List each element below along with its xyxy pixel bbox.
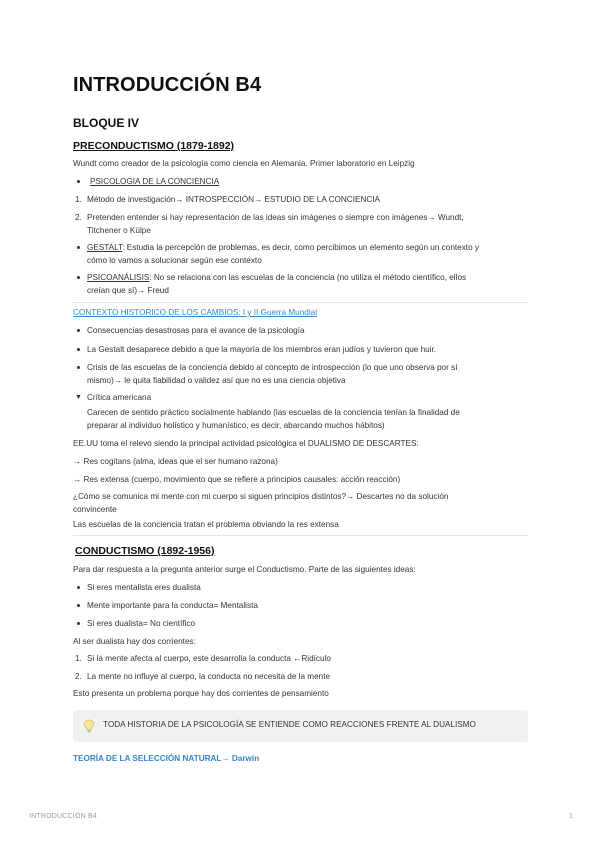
bullet-icon — [77, 366, 80, 369]
paragraph: Las escuelas de la conciencia tratan el problema obviando la res extensa — [73, 520, 339, 529]
list-item-text: : No se relaciona con las escuelas de la conciencia (no utiliza el método científico, ellos — [149, 273, 467, 282]
toggle-content — [73, 406, 528, 432]
bullet-icon — [77, 329, 80, 332]
toggle-text-line: preparar al individuo holístico y humanístico, es decir, abarcando muchos hábitos) — [87, 421, 385, 430]
footer-page-number: 1 — [569, 813, 573, 820]
list-item-text: La mente no influye al cuerpo, la conducta no necesita de la mente — [87, 672, 331, 681]
bullet-icon — [77, 180, 80, 183]
paragraph: Esto presenta un problema porque hay dos corrientes de pensamiento — [73, 689, 329, 698]
list-item — [73, 175, 528, 188]
list-item-text-line: Pretenden entender si hay representación de las ideas sin imágenes o siempre con imágenes→ Wundt, — [87, 213, 464, 222]
section-heading: BLOQUE IV — [73, 116, 140, 130]
bullet-icon — [77, 348, 80, 351]
teoria-heading: TEORÍA DE LA SELECCIÓN NATURAL→ Darwin — [73, 754, 260, 763]
list-item — [73, 271, 528, 297]
list-item-text: : Estudia la percepción de problemas, es decir, como percibimos un elemento según un contexto y — [122, 243, 479, 252]
paragraph: → Res extensa (cuerpo, movimiento que se refiere a principios causales: acción reacción) — [73, 475, 401, 484]
list-item-text-line: cómo lo vamos a solucionar según ese contexto — [87, 256, 262, 265]
list-item-text-line: Crisis de las escuelas de la conciencia debido al concepto de introspección (lo que uno observa por sí — [87, 363, 458, 372]
list-item — [73, 617, 528, 630]
list-number: 2. — [75, 672, 82, 681]
list-item — [73, 241, 528, 267]
conductismo-heading: CONDUCTISMO (1892-1956) — [75, 545, 215, 557]
list-number: 1. — [75, 195, 82, 204]
list-item — [73, 652, 528, 665]
conductismo-intro: Para dar respuesta a la pregunta anterior surge el Conductismo. Parte de las siguientes ideas: — [73, 565, 416, 574]
list-item — [73, 211, 528, 237]
gestalt-label: GESTALT — [87, 243, 123, 252]
bullet-icon — [77, 604, 80, 607]
callout-text: TODA HISTORIA DE LA PSICOLOGÍA SE ENTIENDE COMO REACCIONES FRENTE AL DUALISMO — [103, 720, 476, 729]
contexto-link[interactable]: CONTEXTO HISTORICO DE LOS CAMBIOS: I y II Guerra Mundial — [73, 308, 318, 317]
preconductismo-intro: Wundt como creador de la psicología como ciencia en Alemania. Primer laboratorio en Leipzig — [73, 159, 415, 168]
list-item — [73, 324, 528, 337]
list-number: 1. — [75, 654, 82, 663]
bullet-icon — [77, 586, 80, 589]
preconductismo-heading: PRECONDUCTISMO (1879-1892) — [73, 140, 235, 152]
list-item — [73, 193, 528, 206]
paragraph-line: convincente — [73, 505, 117, 514]
divider — [73, 535, 528, 536]
list-item-text: Consecuencias desastrosas para el avance de la psicología — [87, 326, 305, 335]
toggle-block[interactable] — [73, 391, 528, 404]
list-item-text-line: creían que sí)→ Freud — [87, 286, 169, 295]
lightbulb-icon — [83, 719, 95, 733]
bullet-icon — [77, 276, 80, 279]
list-item — [73, 361, 528, 387]
divider — [73, 302, 528, 303]
list-item-text: PSICOLOGIA DE LA CONCIENCIA — [90, 177, 220, 186]
list-number: 2. — [75, 213, 82, 222]
toggle-title[interactable]: Crítica americana — [87, 393, 152, 402]
paragraph: Al ser dualista hay dos corrientes: — [73, 637, 196, 646]
list-item-text: Método de investigación→ INTROSPECCIÓN→ ESTUDIO DE LA CONCIENCIA — [87, 195, 381, 204]
list-item — [73, 599, 528, 612]
list-item-text: Mente importante para la conducta= Mentalista — [87, 601, 258, 610]
paragraph: EE.UU toma el relevo siendo la principal actividad psicológica el DUALISMO DE DESCARTES: — [73, 439, 419, 448]
list-item-text: Si eres mentalista eres dualista — [87, 583, 201, 592]
list-item-text-line: mismo)→ le quita fiabilidad o validez así que no es una ciencia objetiva — [87, 376, 346, 385]
list-item — [73, 581, 528, 594]
list-item-text: La Gestalt desaparece debido a que la mayoría de los miembros eran judíos y tuvieron que huir. — [87, 345, 437, 354]
footer-title: INTRODUCCIÓN B4 — [29, 813, 97, 820]
psicoanalisis-label: PSICOANÁLISIS — [87, 273, 150, 282]
bullet-icon — [77, 622, 80, 625]
list-item-text-line: Titchener o Külpe — [87, 226, 151, 235]
paragraph — [73, 490, 528, 516]
paragraph-line: ¿Cómo se comunica mi mente con mi cuerpo si siguen principios distintos?→ Descartes no da solución — [73, 492, 449, 501]
toggle-text-line: Carecen de sentido práctico socialmente hablando (las escuelas de la conciencia tenían la finalidad de — [87, 408, 460, 417]
list-item — [73, 670, 528, 683]
list-item — [73, 343, 528, 356]
toggle-triangle-icon[interactable]: ▼ — [75, 394, 82, 401]
page-title: INTRODUCCIÓN B4 — [73, 74, 262, 96]
list-item-text: Si eres dualista= No científico — [87, 619, 196, 628]
bullet-icon — [77, 246, 80, 249]
callout-box — [73, 710, 528, 742]
list-item-text: Si la mente afecta al cuerpo, este desarrolla la conducta ←Ridículo — [87, 654, 331, 663]
paragraph: → Res cogitans (alma, ideas que el ser humano razona) — [73, 457, 278, 466]
